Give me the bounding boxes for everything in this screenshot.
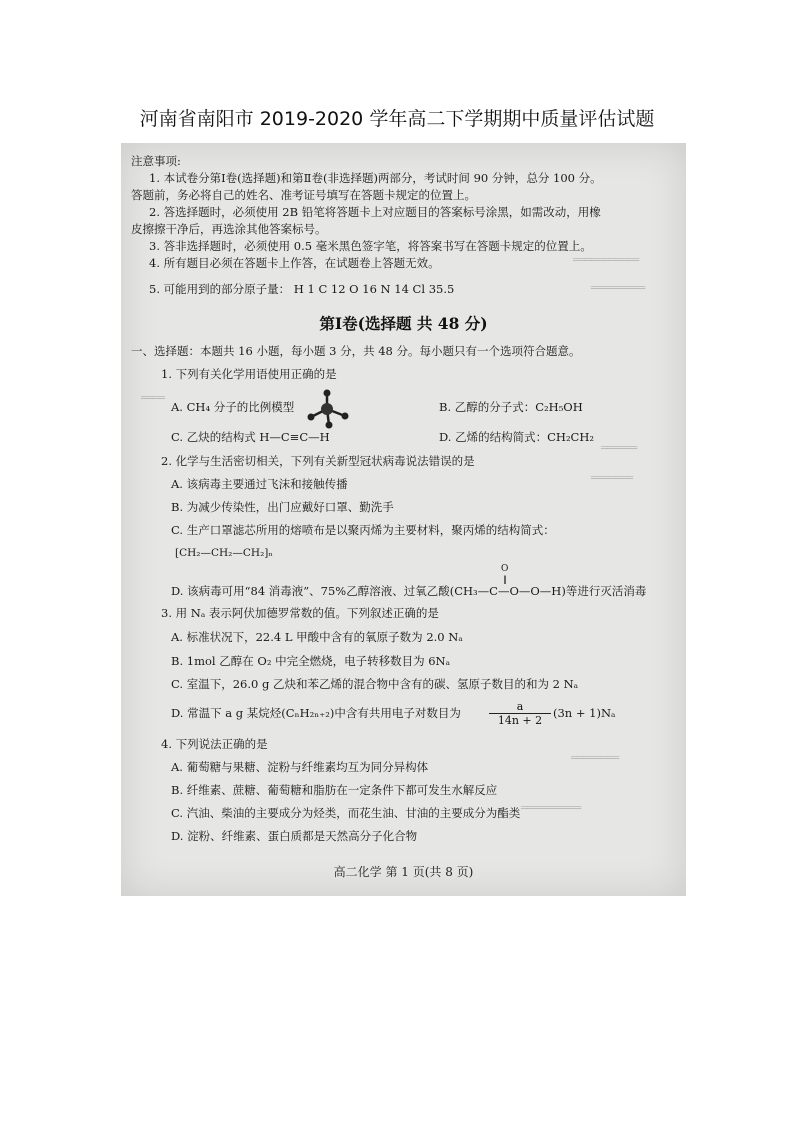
q4-option-b: B. 纤维素、蔗糖、葡萄糖和脂肪在一定条件下都可发生水解反应 (171, 783, 498, 797)
bleed-through-text: ═══════════ (573, 255, 640, 266)
notice-line-1: 1. 本试卷分第Ⅰ卷(选择题)和第Ⅱ卷(非选择题)两部分，考试时间 90 分钟，总分 100 分。 (149, 171, 602, 185)
q4-option-d: D. 淀粉、纤维素、蛋白质都是天然高分子化合物 (171, 829, 418, 843)
document-title: 河南省南阳市 2019-2020 学年高二下学期期中质量评估试题 (139, 108, 655, 130)
exam-page-photo (121, 143, 686, 896)
q3-option-d: D. 常温下 a g 某烷烃(CₙH₂ₙ₊₂)中含有共用电子对数目为 (171, 706, 461, 720)
q2-option-c: C. 生产口罩滤芯所用的熔喷布是以聚丙烯为主要材料，聚丙烯的结构简式： (171, 523, 555, 537)
polypropylene-formula: [CH₂—CH₂—CH₂]ₙ (175, 547, 273, 559)
bleed-through-text: ═════════ (591, 283, 646, 294)
section-title: 第Ⅰ卷(选择题 共 48 分) (319, 314, 488, 333)
notice-line-5: 3. 答非选择题时，必须使用 0.5 毫米黑色签字笔，将答案书写在答题卡规定的位置上。 (149, 239, 592, 253)
bleed-through-text: ════ (141, 393, 166, 404)
notice-line-6: 4. 所有题目必须在答题卡上作答，在试题卷上答题无效。 (149, 256, 440, 270)
bleed-through-text: ════════ (571, 753, 620, 764)
notice-line-3: 2. 答选择题时，必须使用 2B 铅笔将答题卡上对应题目的答案标号涂黑，如需改动，用橡 (149, 205, 601, 219)
notice-line-2: 答题前，务必将自己的姓名、准考证号填写在答题卡规定的位置上。 (131, 188, 476, 202)
peracetic-acid-carbonyl-o: O (501, 564, 509, 574)
notice-heading: 注意事项: (131, 154, 181, 168)
q3-fraction-denominator: 14n + 2 (497, 714, 543, 727)
q1-option-c: C. 乙炔的结构式 H—C≡C—H (171, 430, 330, 444)
bleed-through-text: ══════════ (521, 803, 582, 814)
q3-stem: 3. 用 Nₐ 表示阿伏加德罗常数的值。下列叙述正确的是 (161, 606, 439, 620)
notice-line-4: 皮擦擦干净后，再选涂其他答案标号。 (131, 222, 327, 236)
notice-line-7: 5. 可能用到的部分原子量： H 1 C 12 O 16 N 14 Cl 35.5 (149, 282, 455, 296)
q2-option-a: A. 该病毒主要通过飞沫和接触传播 (171, 477, 348, 491)
q4-option-a: A. 葡萄糖与果糖、淀粉与纤维素均互为同分异构体 (171, 760, 429, 774)
peracetic-acid-double-bond: ‖ (503, 575, 507, 584)
q1-option-b: B. 乙醇的分子式：C₂H₅OH (439, 400, 583, 414)
ch4-ball-model-icon (307, 389, 351, 429)
q4-stem: 4. 下列说法正确的是 (161, 737, 268, 751)
page-footer: 高二化学 第 1 页(共 8 页) (333, 865, 474, 879)
q2-stem: 2. 化学与生活密切相关，下列有关新型冠状病毒说法错误的是 (161, 454, 475, 468)
q2-option-d: D. 该病毒可用“84 消毒液”、75%乙醇溶液、过氧乙酸(CH₃—C—O—O—H)等进行灭活消毒 (171, 584, 647, 598)
q1-stem: 1. 下列有关化学用语使用正确的是 (161, 367, 337, 381)
q1-option-d: D. 乙烯的结构简式：CH₂CH₂ (439, 430, 594, 444)
part-intro: 一、选择题：本题共 16 小题，每小题 3 分，共 48 分。每小题只有一个选项符合题意。 (131, 344, 581, 358)
bleed-through-text: ══════ (601, 443, 638, 454)
q2-option-b: B. 为减少传染性，出门应戴好口罩、勤洗手 (171, 500, 394, 514)
q3-option-b: B. 1mol 乙醇在 O₂ 中完全燃烧，电子转移数目为 6Nₐ (171, 654, 451, 668)
bleed-through-text: ═══════ (591, 473, 634, 484)
q3-option-a: A. 标准状况下，22.4 L 甲酸中含有的氧原子数为 2.0 Nₐ (171, 630, 463, 644)
q4-option-c: C. 汽油、柴油的主要成分为烃类，而花生油、甘油的主要成分为酯类 (171, 806, 521, 820)
q3-option-c: C. 室温下，26.0 g 乙炔和苯乙烯的混合物中含有的碳、氢原子数目的和为 2 Nₐ (171, 677, 579, 691)
q3-fraction (489, 700, 551, 728)
q1-option-a: A. CH₄ 分子的比例模型 (171, 400, 295, 414)
q3-fraction-numerator: a (489, 700, 551, 714)
q3-option-d-tail: (3n + 1)Nₐ (553, 706, 616, 720)
